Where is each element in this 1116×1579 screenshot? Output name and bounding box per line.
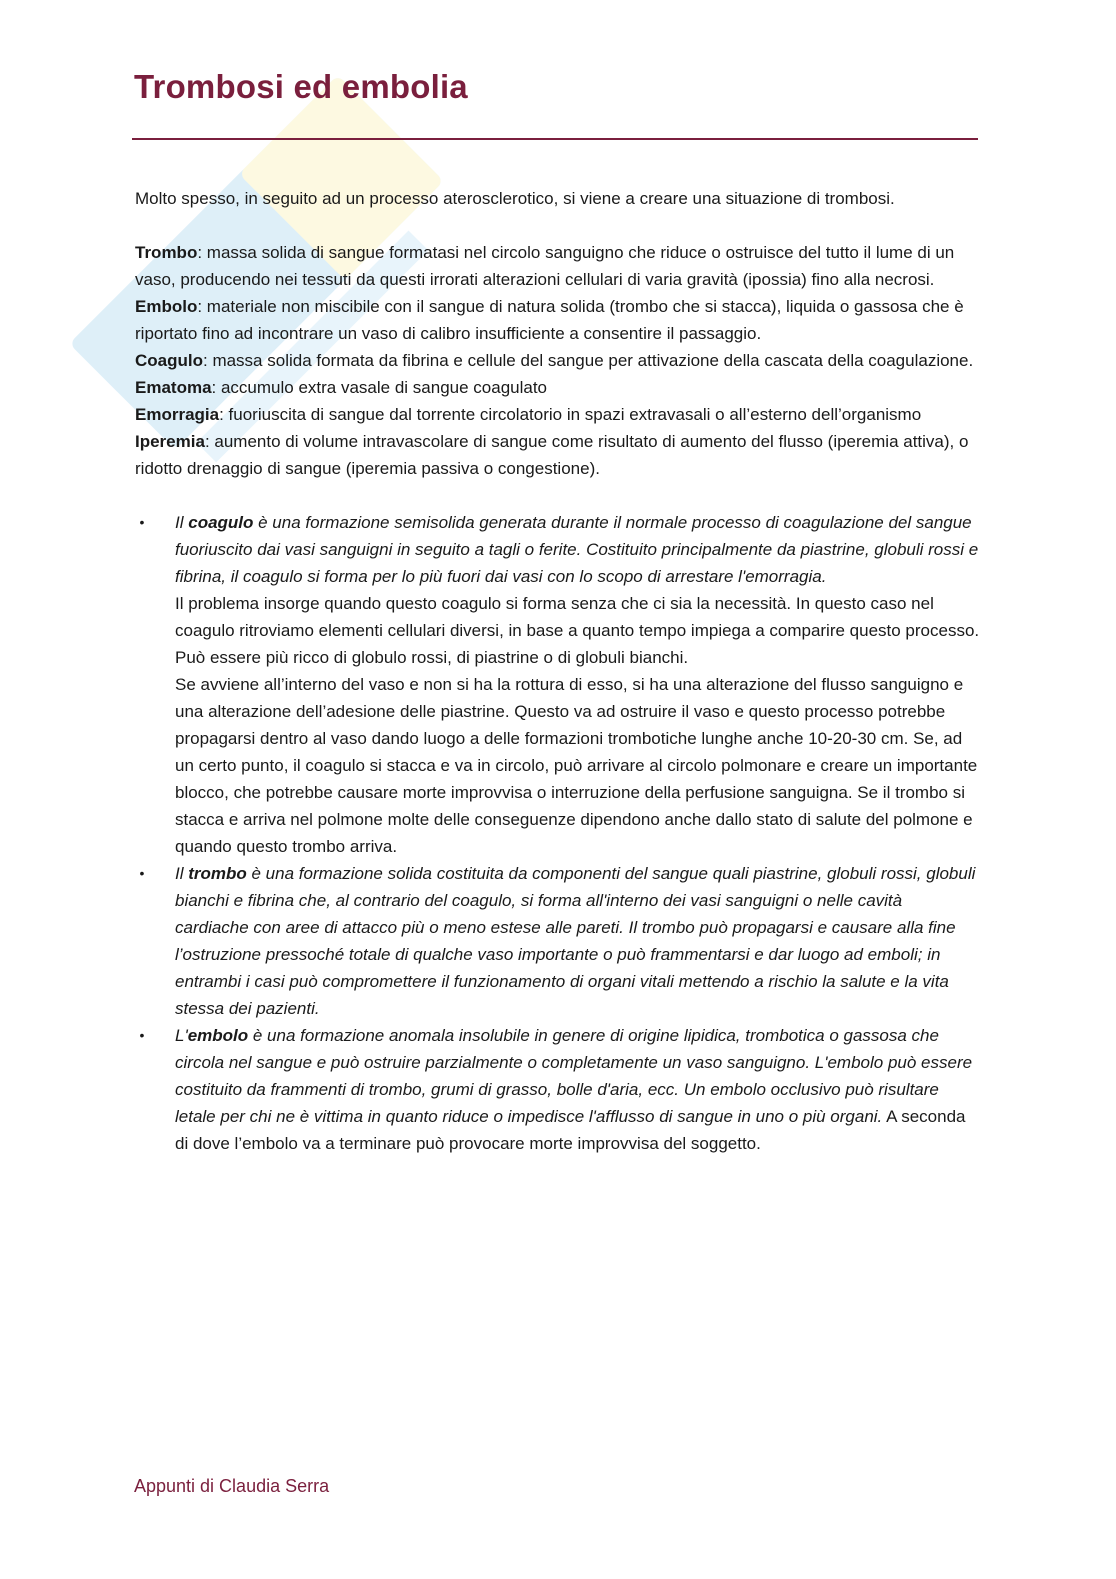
bullet-icon: • bbox=[139, 865, 145, 881]
definition-item bbox=[135, 239, 980, 293]
bullet-paragraph bbox=[175, 860, 980, 1022]
bullet-term: embolo bbox=[187, 1026, 249, 1045]
definition-term: Emorragia bbox=[135, 405, 220, 424]
bullet-paragraph bbox=[175, 1022, 980, 1157]
definition-item bbox=[135, 347, 980, 374]
definition-item bbox=[135, 428, 980, 482]
definition-term: Embolo bbox=[135, 297, 198, 316]
definitions-list bbox=[135, 239, 980, 482]
bullet-paragraph bbox=[175, 509, 980, 590]
bullet-pre: Il bbox=[175, 513, 189, 532]
definition-text: : accumulo extra vasale di sangue coagulato bbox=[211, 378, 548, 397]
intro-paragraph: Molto spesso, in seguito ad un processo aterosclerotico, si viene a creare una situazione di trombosi. bbox=[135, 189, 895, 208]
bullet-italic-text: è una formazione semisolida generata durante il normale processo di coagulazione del sangue fuoriuscito dai vasi sanguigni in seguito a tagli o ferite. Costituito principalmente da piastrine, globuli rossi e fibrina, il coagulo si forma per lo più fuori dai vasi con lo scopo di arrestare l'emorragia. bbox=[175, 513, 979, 586]
bullet-term: trombo bbox=[188, 864, 247, 883]
bullet-italic-text: è una formazione anomala insolubile in genere di origine lipidica, trombotica o gassosa che circola nel sangue e può ostruire parzialmente o completamente un vaso sanguigno. L'embolo può essere costituito da frammenti di trombo, grumi di grasso, bolle d'aria, ecc. Un embolo occlusivo può risultare letale per chi ne è vittima in quanto riduce o impedisce l'afflusso di sangue in uno o più organi. bbox=[175, 1026, 973, 1126]
definition-text: : massa solida di sangue formatasi nel circolo sanguigno che riduce o ostruisce del tutto il lume di un vaso, producendo nei tessuti da questi irrorati alterazioni cellulari di varia gravità (ipossia) fino alla necrosi. bbox=[135, 243, 955, 289]
list-item bbox=[135, 509, 980, 860]
document-body bbox=[135, 185, 980, 1157]
bullet-paragraph: Se avviene all’interno del vaso e non si ha la rottura di esso, si ha una alterazione del flusso sanguigno e una alterazione dell’adesione delle piastrine. Questo va ad ostruire il vaso e questo processo potrebbe propagarsi dentro al vaso dando luogo a delle formazioni trombotiche lunghe anche 10-20-30 cm. Se, ad un certo punto, il coagulo si stacca e va in circolo, può arrivare al circolo polmonare e creare un importante blocco, che potrebbe causare morte improvvisa o interruzione della perfusione sanguigna. Se il trombo si stacca e arriva nel polmone molte delle conseguenze dipendono anche dallo stato di salute del polmone e quando questo trombo arriva. bbox=[175, 675, 978, 856]
bullet-paragraph: Il problema insorge quando questo coagulo si forma senza che ci sia la necessità. In questo caso nel coagulo ritroviamo elementi cellulari diversi, in base a quanto tempo impiega a comparire questo processo. Può essere più ricco di globulo rossi, di piastrine o di globuli bianchi. bbox=[175, 594, 980, 667]
bullet-icon: • bbox=[139, 514, 145, 530]
bullet-term: coagulo bbox=[188, 513, 254, 532]
bullet-icon: • bbox=[139, 1027, 145, 1043]
bullet-list bbox=[135, 509, 980, 1157]
definition-term: Iperemia bbox=[135, 432, 205, 451]
definition-text: : aumento di volume intravascolare di sangue come risultato di aumento del flusso (iperemia attiva), o ridotto drenaggio di sangue (iperemia passiva o congestione). bbox=[135, 432, 969, 478]
title-divider bbox=[132, 138, 978, 140]
definition-term: Coagulo bbox=[135, 351, 203, 370]
definition-term: Trombo bbox=[135, 243, 198, 262]
definition-item bbox=[135, 401, 980, 428]
definition-text: : massa solida formata da fibrina e cellule del sangue per attivazione della cascata della coagulazione. bbox=[203, 351, 974, 370]
bullet-pre: Il bbox=[175, 864, 189, 883]
list-item bbox=[135, 1022, 980, 1157]
definition-text: : fuoriuscita di sangue dal torrente circolatorio in spazi extravasali o all’esterno dell’organismo bbox=[219, 405, 922, 424]
bullet-italic-text: è una formazione solida costituita da componenti del sangue quali piastrine, globuli rossi, globuli bianchi e fibrina che, al contrario del coagulo, si forma all'interno dei vasi sanguigni o nelle cavità cardiache con aree di attacco più o meno estese alle pareti. Il trombo può propagarsi e causare alla fine l’ostruzione pressoché totale di qualche vaso importante o può frammentarsi e dar luogo ad emboli; in entrambi i casi può compromettere il funzionamento di organi vitali mettendo a rischio la salute e la vita stessa dei pazienti. bbox=[175, 864, 976, 1018]
footer-author: Appunti di Claudia Serra bbox=[134, 1476, 330, 1496]
list-item bbox=[135, 860, 980, 1022]
bullet-normal-text: A seconda di dove l’embolo va a terminare può provocare morte improvvisa del soggetto. bbox=[175, 1107, 966, 1153]
bullet-pre: L' bbox=[175, 1026, 188, 1045]
definition-item bbox=[135, 293, 980, 347]
definition-term: Ematoma bbox=[135, 378, 212, 397]
definition-item bbox=[135, 374, 980, 401]
page-title: Trombosi ed embolia bbox=[134, 68, 468, 105]
definition-text: : materiale non miscibile con il sangue di natura solida (trombo che si stacca), liquida o gassosa che è riportato fino ad incontrare un vaso di calibro insufficiente a consentire il passaggio. bbox=[135, 297, 964, 343]
